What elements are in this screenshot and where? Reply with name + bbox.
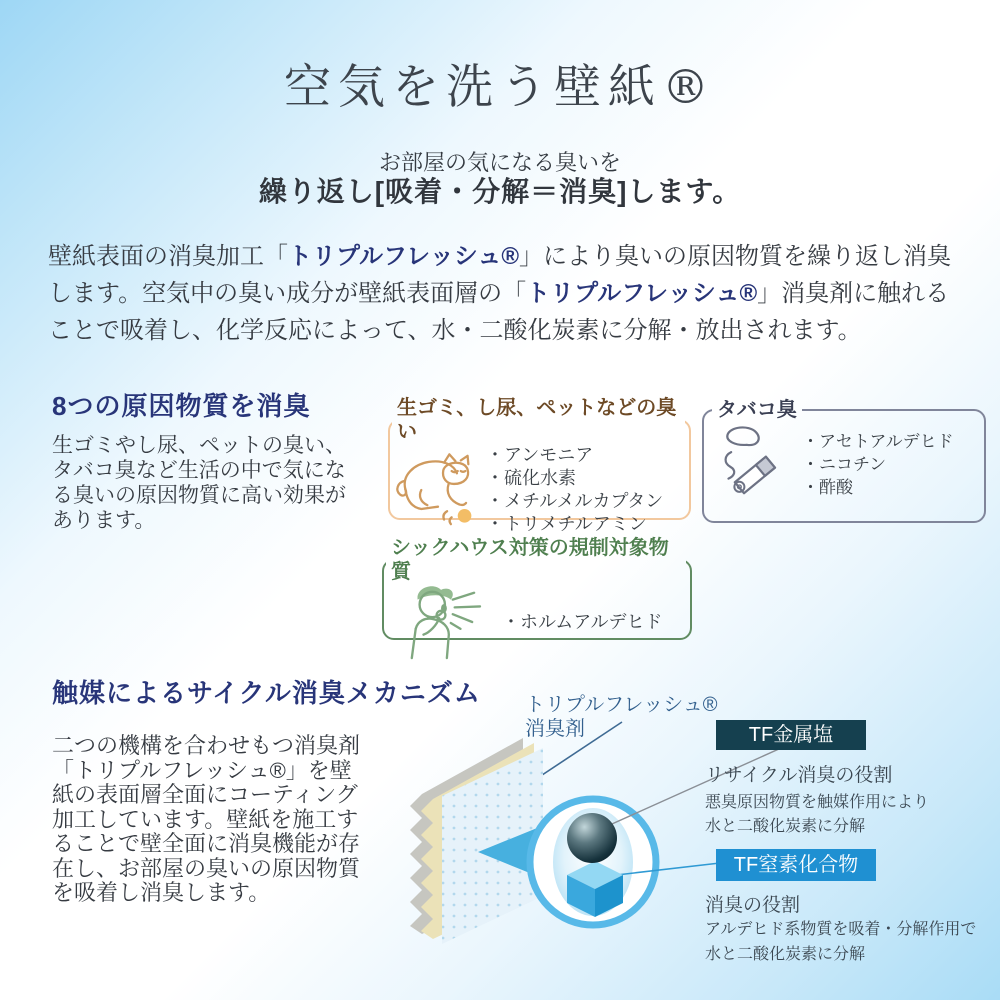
cat-paw (459, 503, 466, 505)
cough-line-2 (455, 606, 480, 607)
odors-section-body: 生ゴミやし尿、ペットの臭い、タバコ臭など生活の中で気になる臭いの原因物質に高い効果があります。 (52, 434, 346, 532)
odor-box-sick-house-title-text: シックハウス対策の規制対象物質 (391, 537, 669, 583)
intro-text-1: 壁紙表面の消臭加工「 (48, 243, 288, 270)
nitrogen-role-title: 消臭の役割 (705, 895, 801, 916)
odor-box-tobacco-title-text: タバコ臭 (717, 399, 797, 421)
odor-box-garbage-pets-title-text: 生ゴミ、し尿、ペットなどの臭い (397, 397, 677, 443)
subtitle-line1: お部屋の気になる臭いを (378, 150, 621, 175)
odor-item: ・ホルムアルデヒド (502, 611, 663, 632)
cat-illustration (394, 448, 482, 532)
brand-name-triple-fresh: トリプルフレッシュ® (526, 280, 758, 307)
odor-item: ・硫化水素 (486, 468, 576, 488)
person-mouth (441, 604, 447, 613)
mechanism-section-body: 二つの機構を合わせもつ消臭剤「トリプルフレッシュ®」を壁紙の表面層全面にコーティング加工しています。壁紙を施工することで壁全面に消臭機能が存在し、お部屋の臭いの原因物質を吸着し消臭します。 (52, 733, 361, 905)
ball-motion-line-2 (443, 511, 447, 519)
intro-paragraph (48, 238, 964, 349)
deodorant-layer-label-line1: トリプルフレッシュ® (525, 694, 718, 716)
cat-front-leg (448, 484, 460, 504)
cough-line-3 (453, 614, 472, 622)
odor-box-garbage-pets-title (392, 396, 685, 444)
odor-list-tobacco (802, 430, 954, 499)
ball-motion-line (450, 517, 452, 524)
page-title: 空気を洗う壁紙® (284, 60, 716, 115)
odor-box-sick-house (382, 536, 692, 640)
odor-list-sick-house (502, 611, 663, 634)
subtitle-line2: 繰り返し[吸着・分解＝消臭]します。 (258, 176, 742, 207)
person-torso (416, 619, 449, 658)
tf-nitrogen-compound-badge: TF窒素化合物 (716, 849, 876, 881)
person-head (420, 592, 445, 617)
coughing-person-illustration (388, 584, 496, 660)
cigarette-illustration (708, 422, 800, 506)
cat-ear-left (444, 454, 455, 462)
odor-box-tobacco (702, 398, 986, 523)
person-torso-left (412, 629, 416, 658)
odor-box-garbage-pets-content (394, 444, 685, 536)
deodorant-layer-label-line2: 消臭剤 (525, 718, 585, 740)
tf-metal-salt-badge: TF金属塩 (716, 720, 866, 750)
cough-line-4 (451, 623, 461, 629)
brand-name-triple-fresh: トリプルフレッシュ® (288, 243, 520, 270)
cat-head (443, 463, 468, 484)
odor-item: ・メチルメルカプタン (486, 491, 664, 511)
odor-item: ・トリメチルアミン (486, 514, 647, 534)
nitrogen-role-line1: アルデヒド系物質を吸着・分解作用で (705, 921, 977, 938)
odor-item: ・酢酸 (802, 477, 853, 497)
intro-text-3: 」消臭剤に触れることで吸着し、化学反応によって、水・二酸化炭素に分解・放出されます。 (48, 280, 950, 344)
deodorant-layer-label (525, 693, 718, 741)
odor-item: ・ニコチン (802, 454, 887, 474)
cat-hind-leg (420, 490, 427, 505)
odor-box-sick-house-title (386, 536, 686, 584)
odor-box-garbage-pets (388, 396, 691, 534)
metal-salt-role-line2: 水と二酸化炭素に分解 (705, 818, 866, 835)
odor-item: ・アセトアルデヒド (802, 431, 954, 451)
mechanism-section-heading: 触媒によるサイクル消臭メカニズム (52, 678, 481, 708)
odor-list-garbage-pets (486, 444, 663, 536)
smoke-puff (727, 427, 758, 445)
odors-section-heading: 8つの原因物質を消臭 (52, 391, 311, 421)
metal-salt-role-line1: 悪臭原因物質を触媒作用により (705, 794, 930, 811)
smoke-squiggle (726, 452, 735, 478)
odor-box-tobacco-content (708, 422, 980, 506)
cough-line-1 (453, 593, 474, 600)
cat-eye (452, 471, 458, 472)
odor-box-tobacco-title (712, 398, 802, 422)
metal-salt-sphere (567, 813, 617, 863)
odor-item: ・アンモニア (486, 445, 594, 465)
cat-eye-2 (461, 471, 466, 472)
intro-text-2: 」により臭いの原因物質を繰り返し消臭します。空気中の臭い成分が壁紙表面層の「 (48, 243, 952, 307)
metal-salt-role-title: リサイクル消臭の役割 (705, 765, 893, 786)
cat-ball (458, 509, 472, 523)
odor-box-sick-house-content (388, 584, 686, 660)
nitrogen-role-line2: 水と二酸化炭素に分解 (705, 946, 866, 963)
